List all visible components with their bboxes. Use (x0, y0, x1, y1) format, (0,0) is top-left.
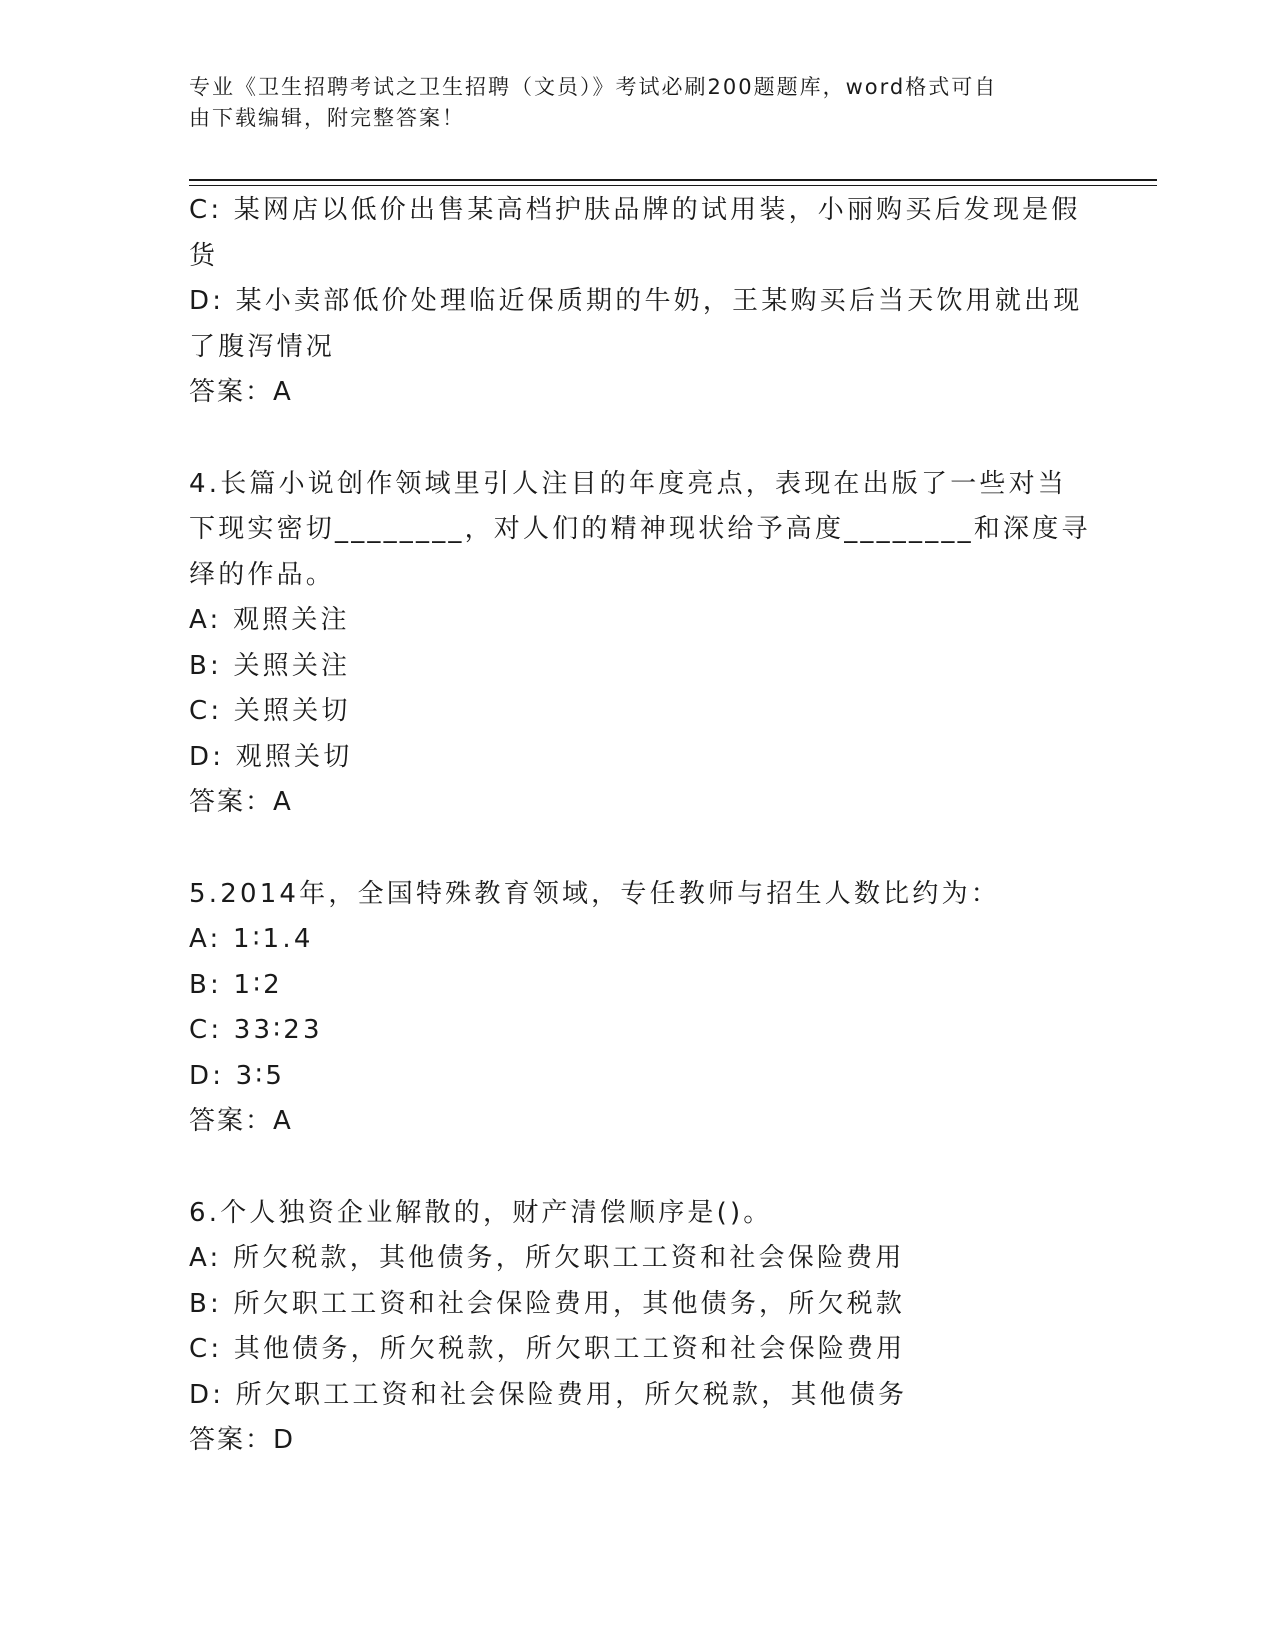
q5-option-c: C: 33∶23 (189, 1015, 323, 1045)
q5-option-d: D: 3∶5 (189, 1060, 286, 1091)
q3-option-c-line-2: 货 (189, 240, 219, 271)
question-spacer (189, 826, 1089, 872)
q6-option-b: B: 所欠职工工资和社会保险费用，其他债务，所欠税款 (189, 1288, 906, 1319)
q5-option-b: B: 1∶2 (189, 969, 283, 1000)
q3-option-d-line-2: 了腹泻情况 (189, 331, 336, 362)
q6-stem: 6.个人独资企业解散的，财产清偿顺序是()。 (189, 1197, 773, 1228)
answer-value: A (273, 1106, 292, 1136)
q3-option-d-line-1: D: 某小卖部低价处理临近保质期的牛奶，王某购买后当天饮用就出现 (189, 286, 1083, 316)
answer-value: A (273, 377, 292, 407)
header-title-line-2: 由下载编辑，附完整答案！ (189, 106, 465, 130)
q6-answer (189, 1418, 1089, 1464)
answer-label: 答案： (189, 377, 274, 407)
answer-label: 答案： (189, 1106, 274, 1136)
q6-option-c: C: 其他债务，所欠税款，所欠职工工资和社会保险费用 (189, 1334, 906, 1364)
q4-option-b: B: 关照关注 (189, 650, 351, 681)
q6-option-d: D: 所欠职工工资和社会保险费用，所欠税款，其他债务 (189, 1379, 908, 1410)
q4-option-a: A: 观照关注 (189, 605, 350, 635)
q3-option-c-line-1: C: 某网店以低价出售某高档护肤品牌的试用装，小丽购买后发现是假 (189, 195, 1081, 225)
q5-option-a: A: 1∶1.4 (189, 924, 314, 954)
header-divider-thick (189, 179, 1157, 181)
q4-option-c: C: 关照关切 (189, 696, 351, 726)
q4-answer (189, 780, 1089, 826)
q5-answer (189, 1099, 1089, 1145)
q4-stem-line-2: 下现实密切________，对人们的精神现状给予高度________和深度寻 (189, 514, 1091, 544)
header-title-line-1: 专业《卫生招聘考试之卫生招聘（文员）》考试必刷200题题库，word格式可自 (189, 75, 998, 99)
answer-label: 答案： (189, 787, 274, 817)
q4-option-d: D: 观照关切 (189, 741, 353, 772)
answer-value: D (273, 1425, 295, 1455)
answer-value: A (273, 787, 292, 817)
q3-answer (189, 370, 1089, 416)
document-header (189, 72, 1069, 134)
answer-label: 答案： (189, 1425, 274, 1455)
question-body (189, 188, 1089, 1464)
header-divider-thin (189, 185, 1157, 186)
question-spacer (189, 416, 1089, 462)
q4-stem-line-1: 4.长篇小说创作领域里引人注目的年度亮点，表现在出版了一些对当 (189, 468, 1068, 499)
q6-option-a: A: 所欠税款，其他债务，所欠职工工资和社会保险费用 (189, 1243, 905, 1273)
q4-stem-line-3: 绎的作品。 (189, 559, 336, 590)
q5-stem: 5.2014年，全国特殊教育领域，专任教师与招生人数比约为： (189, 878, 1000, 909)
question-spacer (189, 1145, 1089, 1191)
